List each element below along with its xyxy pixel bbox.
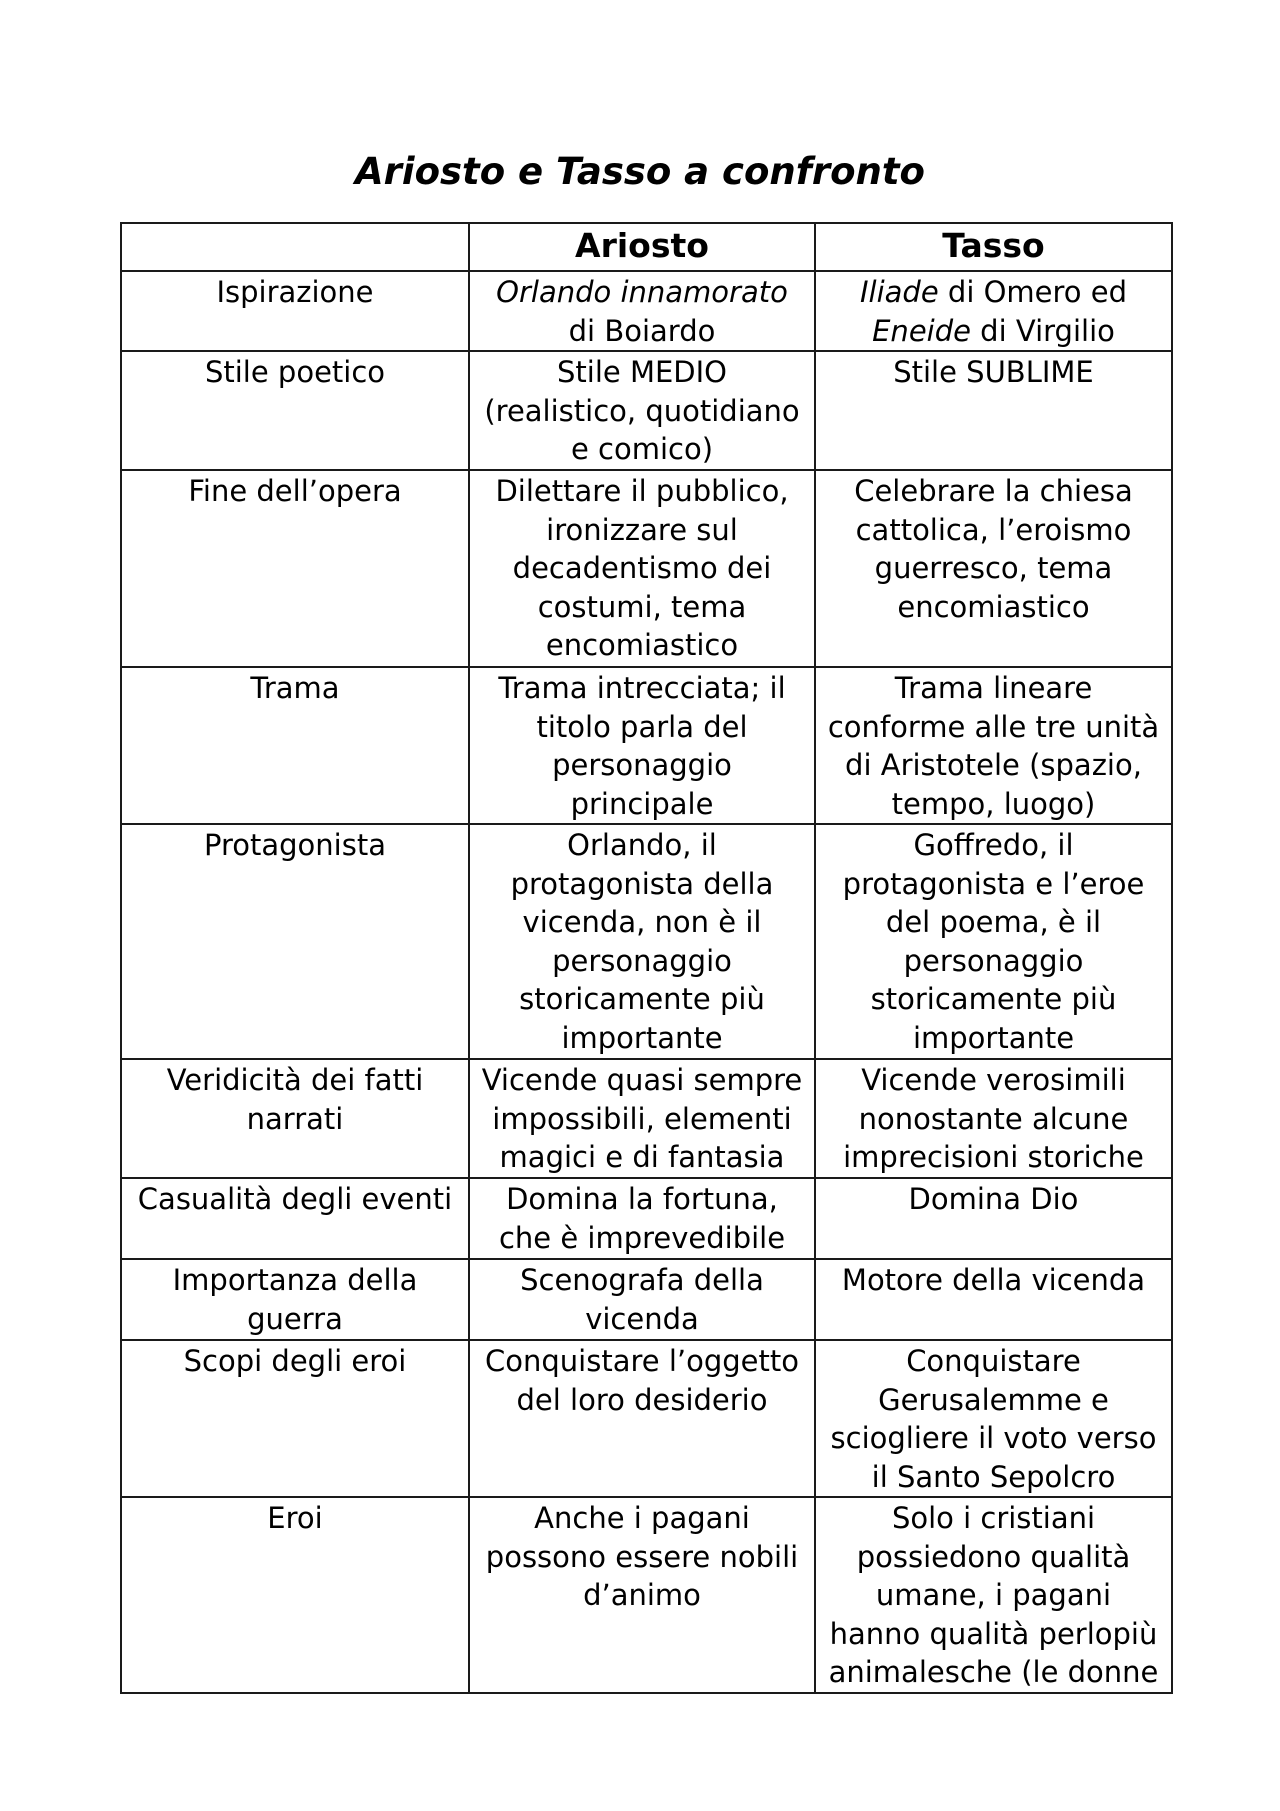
ariosto-cell <box>469 1497 815 1693</box>
row-label-text: Protagonista <box>204 828 386 862</box>
row-label <box>121 351 469 470</box>
ariosto-cell-text: Stile MEDIO (realistico, quotidiano e comico) <box>484 355 800 466</box>
row-label-text: Trama <box>250 671 340 705</box>
ariosto-cell <box>469 1059 815 1178</box>
ariosto-cell-text: di Boiardo <box>568 313 716 348</box>
table-row <box>121 824 1172 1059</box>
row-label <box>121 824 469 1059</box>
row-label-text: Importanza della guerra <box>172 1263 418 1336</box>
ariosto-cell-text: Anche i pagani possono essere nobili d’animo <box>485 1501 799 1612</box>
tasso-cell <box>815 824 1172 1059</box>
ariosto-cell-text: Dilettare il pubblico, ironizzare sul decadentismo dei costumi, tema encomiastico <box>495 474 789 662</box>
tasso-cell <box>815 667 1172 824</box>
tasso-cell <box>815 1059 1172 1178</box>
table-row <box>121 1059 1172 1178</box>
header-ariosto: Ariosto <box>469 223 815 271</box>
table-row <box>121 271 1172 351</box>
tasso-cell-text: Solo i cristiani possiedono qualità umane, i pagani hanno qualità perlopiù animalesche (le donne <box>828 1501 1159 1689</box>
ariosto-cell <box>469 1340 815 1497</box>
ariosto-cell <box>469 470 815 667</box>
table-row <box>121 1178 1172 1259</box>
tasso-cell <box>815 351 1172 470</box>
row-label-text: Stile poetico <box>204 355 386 389</box>
row-label-text: Fine dell’opera <box>188 474 402 508</box>
table-header-row <box>121 223 1172 271</box>
table-row <box>121 667 1172 824</box>
row-label-text: Scopi degli eroi <box>183 1344 407 1378</box>
tasso-cell <box>815 470 1172 667</box>
ariosto-cell-text: Trama intrecciata; il titolo parla del personaggio principale <box>498 671 786 821</box>
row-label <box>121 1059 469 1178</box>
tasso-cell-text: di Virgilio <box>970 313 1115 348</box>
header-tasso: Tasso <box>815 223 1172 271</box>
row-label <box>121 470 469 667</box>
table-row <box>121 1259 1172 1340</box>
row-label-text: Veridicità dei fatti narrati <box>166 1063 424 1136</box>
ariosto-cell <box>469 824 815 1059</box>
row-label <box>121 1497 469 1693</box>
ariosto-cell-text: Domina la fortuna, che è imprevedibile <box>498 1182 786 1255</box>
tasso-cell <box>815 1259 1172 1340</box>
table-row <box>121 1340 1172 1497</box>
tasso-cell <box>815 271 1172 351</box>
header-empty-cell <box>121 223 469 271</box>
tasso-cell <box>815 1497 1172 1693</box>
ariosto-cell <box>469 1259 815 1340</box>
tasso-cell-text: Domina Dio <box>908 1182 1079 1216</box>
tasso-cell-text: Conquistare Gerusalemme e sciogliere il voto verso il Santo Sepolcro <box>830 1344 1157 1494</box>
ariosto-cell-text: Conquistare l’oggetto del loro desiderio <box>485 1344 799 1417</box>
row-label-text: Casualità degli eventi <box>137 1182 453 1216</box>
tasso-cell-text: Motore della vicenda <box>841 1263 1146 1297</box>
row-label <box>121 1340 469 1497</box>
tasso-cell-text: Goffredo, il protagonista e l’eroe del poema, è il personaggio storicamente più importante <box>842 828 1145 1055</box>
table-row <box>121 1497 1172 1693</box>
ariosto-cell-text: Scenografa della vicenda <box>520 1263 764 1336</box>
row-label-text: Eroi <box>267 1501 323 1535</box>
row-label-text: Ispirazione <box>216 275 374 309</box>
comparison-table <box>120 222 1173 1694</box>
italic-work-title: Orlando innamorato <box>496 275 788 309</box>
table-row <box>121 351 1172 470</box>
ariosto-cell <box>469 271 815 351</box>
page-title: Ariosto e Tasso a confronto <box>355 150 925 193</box>
ariosto-cell <box>469 351 815 470</box>
row-label <box>121 271 469 351</box>
table-row <box>121 470 1172 667</box>
row-label <box>121 667 469 824</box>
tasso-cell <box>815 1178 1172 1259</box>
ariosto-cell <box>469 667 815 824</box>
tasso-cell-text: Trama lineare conforme alle tre unità di Aristotele (spazio, tempo, luogo) <box>827 671 1160 821</box>
tasso-cell <box>815 1340 1172 1497</box>
tasso-cell-text: Stile SUBLIME <box>893 355 1094 389</box>
row-label <box>121 1178 469 1259</box>
tasso-cell-text: Celebrare la chiesa cattolica, l’eroismo guerresco, tema encomiastico <box>854 474 1133 624</box>
italic-work-title: Eneide <box>872 313 971 348</box>
ariosto-cell-text: Orlando, il protagonista della vicenda, non è il personaggio storicamente più importante <box>510 828 774 1055</box>
italic-work-title: Iliade <box>859 275 939 309</box>
tasso-cell-text: di Omero ed <box>938 275 1128 309</box>
tasso-cell-text: Vicende verosimili nonostante alcune imprecisioni storiche <box>843 1063 1144 1174</box>
row-label <box>121 1259 469 1340</box>
ariosto-cell-text: Vicende quasi sempre impossibili, elementi magici e di fantasia <box>481 1063 803 1174</box>
ariosto-cell <box>469 1178 815 1259</box>
